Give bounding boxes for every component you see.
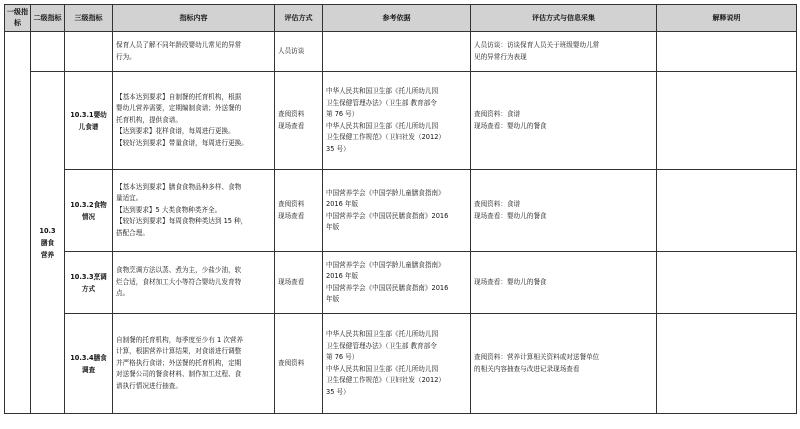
method-cell <box>275 170 323 252</box>
cell-line: 查阅资料 <box>278 110 305 118</box>
explanation-cell <box>657 314 797 414</box>
cell-line: 托育机构，提供食谱。 <box>116 115 182 124</box>
basis-cell <box>323 252 471 314</box>
cell-line: 第 76 号） <box>326 353 359 361</box>
cell-line: 卫生保健管理办法》（卫生部 教育部令 <box>326 98 437 107</box>
header-basis: 参考依据 <box>323 5 471 32</box>
content-cell <box>113 170 275 252</box>
level3-code: 10.3.4 <box>70 353 94 362</box>
level1-cell <box>5 32 31 414</box>
cell-line: 量适宜。 <box>116 194 143 203</box>
cell-line: 保育人员了解不同年龄段婴幼儿常见的异常 <box>116 41 242 49</box>
header-row <box>5 5 797 32</box>
cell-line: 中国营养学会《中国学龄儿童膳食指南》 <box>326 260 445 269</box>
level3-code: 10.3.2 <box>70 200 94 209</box>
cell-line: 查阅资料：食谱 <box>474 110 521 118</box>
level3-name: 食物情况 <box>81 200 107 221</box>
content-cell <box>113 32 275 72</box>
cell-line: 自制餐的托育机构，每季度至少有 1 次营养 <box>116 335 244 344</box>
table-row <box>5 252 797 314</box>
level3-code: 10.3.3 <box>70 272 94 281</box>
method-cell <box>275 252 323 314</box>
cell-line: 卫生保健工作规范》（卫妇社发（2012） <box>326 133 445 141</box>
header-level1: 一级指标 <box>5 5 31 32</box>
header-level3: 三级指标 <box>65 5 113 32</box>
basis-cell <box>323 72 471 170</box>
basis-cell <box>323 314 471 414</box>
table-row <box>5 170 797 252</box>
cell-line: 【达到要求】5 大类食物种类齐全。 <box>116 205 222 214</box>
cell-line: 卫生保健工作规范》（卫妇社发（2012） <box>326 376 445 384</box>
method-cell <box>275 32 323 72</box>
cell-line: 中华人民共和国卫生部《托儿所幼儿园 <box>326 364 439 373</box>
explanation-cell <box>657 32 797 72</box>
cell-line: 查阅资料：食谱 <box>474 200 521 208</box>
cell-line: 年版 <box>326 295 340 303</box>
cell-line: 搭配合理。 <box>116 228 149 237</box>
indicator-table <box>4 4 797 414</box>
cell-line: 查阅资料 <box>278 358 305 367</box>
cell-line: 烂合适，食材加工大小等符合婴幼儿发育特 <box>116 277 242 286</box>
cell-line: 点。 <box>116 289 130 298</box>
cell-line: 【达到要求】花样食谱，每周进行更换。 <box>116 127 235 136</box>
level3-name: 膳食调查 <box>81 353 107 374</box>
cell-line: 35 号） <box>326 144 350 153</box>
table-row <box>5 314 797 414</box>
cell-line: 食物烹调方法以蒸、煮为主，少盐少油，软 <box>116 266 242 275</box>
cell-line: 查阅资料：营养计算相关资料或对送餐单位 <box>474 353 600 361</box>
header-method: 评估方式 <box>275 5 323 32</box>
cell-line: 的相关内容抽查与改进记录现场查看 <box>474 364 580 373</box>
basis-cell <box>323 32 471 72</box>
collection-cell <box>471 252 657 314</box>
collection-cell <box>471 170 657 252</box>
table-row-top <box>5 32 797 72</box>
cell-line: 婴幼儿营养需要，定期编制食谱；外送餐的 <box>116 104 242 113</box>
cell-line: 对送餐公司的餐食材料、制作加工过程、食 <box>116 370 242 379</box>
cell-line: 人员访谈：访谈保育人员关于班级婴幼儿常 <box>474 41 600 49</box>
cell-line: 【基本达到要求】自制餐的托育机构，根据 <box>116 92 242 101</box>
level3-cell <box>65 314 113 414</box>
level3-cell <box>65 170 113 252</box>
cell-line: 中华人民共和国卫生部《托儿所幼儿园 <box>326 121 439 130</box>
collection-cell <box>471 72 657 170</box>
header-level2: 二级指标 <box>31 5 65 32</box>
cell-line: 2016 年版 <box>326 200 359 208</box>
method-cell <box>275 72 323 170</box>
cell-line: 现场查看 <box>278 121 305 130</box>
cell-line: 现场查看：婴幼儿的餐食 <box>474 277 547 286</box>
explanation-cell <box>657 252 797 314</box>
indicator-table-sheet <box>4 4 797 414</box>
cell-line: 现场查看 <box>278 277 305 286</box>
level3-cell-top <box>65 32 113 72</box>
level3-code: 10.3.1 <box>70 110 94 119</box>
cell-line: 人员访谈 <box>278 46 305 55</box>
cell-line: 见的异常行为表现 <box>474 52 527 61</box>
cell-line: 【较好达到要求】带量食谱，每周进行更换。 <box>116 138 248 147</box>
level3-name: 婴幼儿食谱 <box>78 110 107 131</box>
explanation-cell <box>657 72 797 170</box>
level2-name: 膳食营养 <box>40 238 55 259</box>
cell-line: 并严格执行食谱；外送餐的托育机构，定期 <box>116 358 242 367</box>
cell-line: 中国营养学会《中国居民膳食指南》2016 <box>326 283 449 292</box>
cell-line: 谱执行情况进行抽查。 <box>116 381 182 390</box>
cell-line: 现场查看 <box>278 211 305 220</box>
cell-line: 现场查看：婴幼儿的餐食 <box>474 121 547 130</box>
cell-line: 【基本达到要求】膳食食物品种多样、食物 <box>116 182 242 191</box>
cell-line: 2016 年版 <box>326 272 359 280</box>
cell-line: 查阅资料 <box>278 200 305 208</box>
content-cell <box>113 252 275 314</box>
content-cell <box>113 72 275 170</box>
cell-line: 年版 <box>326 223 340 231</box>
cell-line: 计算，根据营养计算结果，对食谱进行调整 <box>116 347 242 356</box>
level2-cell <box>31 72 65 414</box>
cell-line: 卫生保健管理办法》（卫生部 教育部令 <box>326 341 437 350</box>
cell-line: 35 号） <box>326 387 350 396</box>
cell-line: 中华人民共和国卫生部《托儿所幼儿园 <box>326 87 439 95</box>
collection-cell <box>471 314 657 414</box>
cell-line: 行为。 <box>116 52 136 61</box>
cell-line: 中国营养学会《中国学龄儿童膳食指南》 <box>326 188 445 197</box>
header-explanation: 解释说明 <box>657 5 797 32</box>
cell-line: 中华人民共和国卫生部《托儿所幼儿园 <box>326 330 439 338</box>
cell-line: 中国营养学会《中国居民膳食指南》2016 <box>326 211 449 220</box>
table-row <box>5 72 797 170</box>
method-cell <box>275 314 323 414</box>
collection-cell <box>471 32 657 72</box>
header-content: 指标内容 <box>113 5 275 32</box>
cell-line: 现场查看：婴幼儿的餐食 <box>474 211 547 220</box>
level2-code: 10.3 <box>39 226 56 235</box>
level3-cell <box>65 252 113 314</box>
level3-cell <box>65 72 113 170</box>
cell-line: 【较好达到要求】每周食物种类达到 15 种， <box>116 217 248 226</box>
content-cell <box>113 314 275 414</box>
header-collection: 评估方式与信息采集 <box>471 5 657 32</box>
level3-name: 烹调方式 <box>81 272 107 293</box>
basis-cell <box>323 170 471 252</box>
cell-line: 第 76 号） <box>326 110 359 118</box>
explanation-cell <box>657 170 797 252</box>
level2-cell-top <box>31 32 65 72</box>
